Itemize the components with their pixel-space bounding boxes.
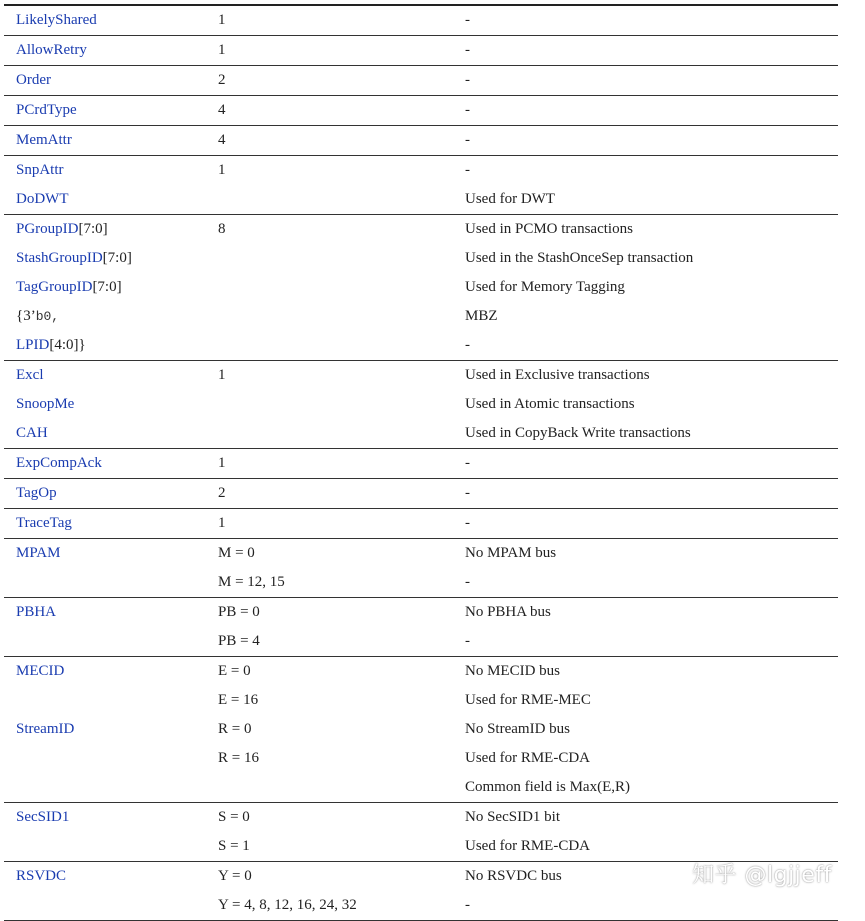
field-note-cell: Used in Exclusive transactions (465, 367, 650, 383)
table-row (4, 331, 838, 360)
field-name-link[interactable]: AllowRetry (16, 42, 87, 58)
field-note-cell: No MPAM bus (465, 545, 557, 561)
field-name-link[interactable]: PGroupID (16, 221, 79, 237)
watermark: 知乎 @lgjjeff (692, 863, 832, 888)
field-note-cell: - (465, 42, 470, 58)
field-name-link[interactable]: TagGroupID (16, 279, 93, 295)
field-note-cell: - (465, 633, 470, 649)
field-name-cell (4, 102, 205, 119)
table-group (4, 215, 838, 361)
table-row (4, 773, 838, 802)
field-name-link[interactable]: RSVDC (16, 868, 67, 884)
field-width-cell: S = 1 (218, 838, 250, 854)
table-row (4, 832, 838, 861)
field-name-cell (4, 132, 205, 149)
field-width-cell: E = 16 (218, 692, 259, 708)
table-row (4, 302, 838, 331)
field-width-cell: 2 (218, 485, 226, 501)
table-row (4, 449, 838, 478)
field-note-cell: - (465, 132, 470, 148)
field-name-cell (4, 250, 205, 267)
field-note-cell: - (465, 574, 470, 590)
field-name-link[interactable]: LikelyShared (16, 12, 97, 28)
table-row (4, 244, 838, 273)
field-note-cell: Common field is Max(E,R) (465, 779, 630, 795)
field-name-link[interactable]: DoDWT (16, 191, 69, 207)
field-name-cell (4, 396, 205, 413)
field-name-link[interactable]: LPID (16, 337, 50, 353)
field-note-cell: No SecSID1 bit (465, 809, 560, 825)
table-row (4, 66, 838, 95)
field-width-cell: 1 (218, 455, 226, 471)
field-name-link[interactable]: PCrdType (16, 102, 77, 118)
field-name-cell (4, 515, 205, 532)
field-note-cell: - (465, 897, 470, 913)
table-row (4, 539, 838, 568)
field-name-cell (4, 308, 205, 325)
field-name-cell (4, 868, 205, 885)
table-row (4, 215, 838, 244)
field-width-cell: 8 (218, 221, 226, 237)
table-group (4, 66, 838, 96)
field-name-link[interactable]: StashGroupID (16, 250, 103, 266)
field-note-cell: Used for DWT (465, 191, 555, 207)
field-name-link[interactable]: MPAM (16, 545, 61, 561)
field-width-cell: M = 0 (218, 545, 255, 561)
field-note-cell: - (465, 162, 470, 178)
field-name-cell (4, 604, 205, 621)
field-note-cell: No MECID bus (465, 663, 561, 679)
table-row (4, 509, 838, 538)
table-group (4, 361, 838, 449)
field-note-cell: No PBHA bus (465, 604, 551, 620)
table-row (4, 891, 838, 920)
field-width-cell: 2 (218, 72, 226, 88)
field-name-link[interactable]: TraceTag (16, 515, 72, 531)
field-name-link[interactable]: MemAttr (16, 132, 72, 148)
field-bit-range: [7:0] (102, 250, 132, 266)
table-group (4, 126, 838, 156)
field-width-cell: 1 (218, 42, 226, 58)
table-row (4, 479, 838, 508)
table-row (4, 419, 838, 448)
field-width-cell: PB = 4 (218, 633, 260, 649)
field-note-cell: - (465, 485, 470, 501)
field-note-cell: Used in the StashOnceSep transaction (465, 250, 694, 266)
field-name-cell (4, 809, 205, 826)
field-note-cell: - (465, 515, 470, 531)
table-row (4, 627, 838, 656)
field-name-link[interactable]: SnpAttr (16, 162, 64, 178)
table-row (4, 803, 838, 832)
field-width-cell: 1 (218, 162, 226, 178)
field-note-cell: Used in PCMO transactions (465, 221, 633, 237)
table-row (4, 598, 838, 627)
field-name-link[interactable]: MECID (16, 663, 65, 679)
field-note-cell: - (465, 102, 470, 118)
field-name-cell (4, 663, 205, 680)
field-name-cell (4, 425, 205, 442)
field-name-cell (4, 162, 205, 179)
field-name-link[interactable]: SecSID1 (16, 809, 70, 825)
field-width-cell: E = 0 (218, 663, 251, 679)
table-row (4, 185, 838, 214)
field-name-cell (4, 279, 205, 296)
field-name-link[interactable]: PBHA (16, 604, 57, 620)
field-brace: {3’ (16, 308, 36, 324)
table-row (4, 686, 838, 715)
table-group (4, 803, 838, 862)
field-note-cell: Used in Atomic transactions (465, 396, 635, 412)
field-name-link[interactable]: TagOp (16, 485, 57, 501)
field-name-cell (4, 12, 205, 29)
table-row (4, 657, 838, 686)
field-name-cell (4, 221, 205, 238)
field-name-cell (4, 337, 205, 354)
field-name-cell (4, 455, 205, 472)
table-row (4, 744, 838, 773)
field-width-cell: 4 (218, 102, 226, 118)
field-note-cell: No RSVDC bus (465, 868, 562, 884)
field-name-cell (4, 721, 205, 738)
table-group (4, 479, 838, 509)
field-bit-range: [4:0]} (49, 337, 86, 353)
field-width-cell: PB = 0 (218, 604, 260, 620)
field-note-cell: Used for RME-MEC (465, 692, 591, 708)
field-width-cell: 1 (218, 515, 226, 531)
table-row (4, 568, 838, 597)
field-note-cell: - (465, 72, 470, 88)
field-note-cell: - (465, 455, 470, 471)
field-name-link[interactable]: Excl (16, 367, 44, 383)
field-width-cell: R = 16 (218, 750, 259, 766)
field-width-cell: Y = 0 (218, 868, 252, 884)
table-row (4, 6, 838, 35)
field-note-cell: No StreamID bus (465, 721, 570, 737)
field-width-cell: M = 12, 15 (218, 574, 285, 590)
field-width-cell: Y = 4, 8, 12, 16, 24, 32 (218, 897, 357, 913)
table-group (4, 449, 838, 479)
table-row (4, 390, 838, 419)
field-width-cell: S = 0 (218, 809, 250, 825)
field-width-cell: 1 (218, 367, 226, 383)
field-note-cell: Used for Memory Tagging (465, 279, 625, 295)
table-row (4, 36, 838, 65)
field-name-link[interactable]: ExpCompAck (16, 455, 102, 471)
table-group (4, 96, 838, 126)
table-row (4, 126, 838, 155)
table-row (4, 96, 838, 125)
table-group (4, 657, 838, 803)
field-name-cell (4, 72, 205, 89)
field-name-cell (4, 485, 205, 502)
field-code: b0, (35, 309, 60, 324)
field-bit-range: [7:0] (78, 221, 108, 237)
field-note-cell: - (465, 12, 470, 28)
table-group (4, 6, 838, 36)
field-note-cell: Used in CopyBack Write transactions (465, 425, 691, 441)
table-group (4, 36, 838, 66)
field-width-cell: 1 (218, 12, 226, 28)
field-name-cell (4, 191, 205, 208)
field-note-cell: Used for RME-CDA (465, 750, 590, 766)
field-name-link[interactable]: CAH (16, 425, 48, 441)
table-group (4, 156, 838, 215)
field-width-cell: R = 0 (218, 721, 252, 737)
field-name-cell (4, 367, 205, 384)
table-group (4, 539, 838, 598)
table-group (4, 598, 838, 657)
field-name-link[interactable]: StreamID (16, 721, 75, 737)
table-row (4, 361, 838, 390)
field-name-cell (4, 42, 205, 59)
field-table (4, 4, 838, 921)
table-row (4, 156, 838, 185)
field-name-link[interactable]: SnoopMe (16, 396, 75, 412)
table-row (4, 273, 838, 302)
table-group (4, 509, 838, 539)
field-name-link[interactable]: Order (16, 72, 51, 88)
field-name-cell (4, 545, 205, 562)
field-note-cell: - (465, 337, 470, 353)
field-width-cell: 4 (218, 132, 226, 148)
field-note-cell: MBZ (465, 308, 498, 324)
table-row (4, 715, 838, 744)
field-bit-range: [7:0] (92, 279, 122, 295)
field-note-cell: Used for RME-CDA (465, 838, 590, 854)
